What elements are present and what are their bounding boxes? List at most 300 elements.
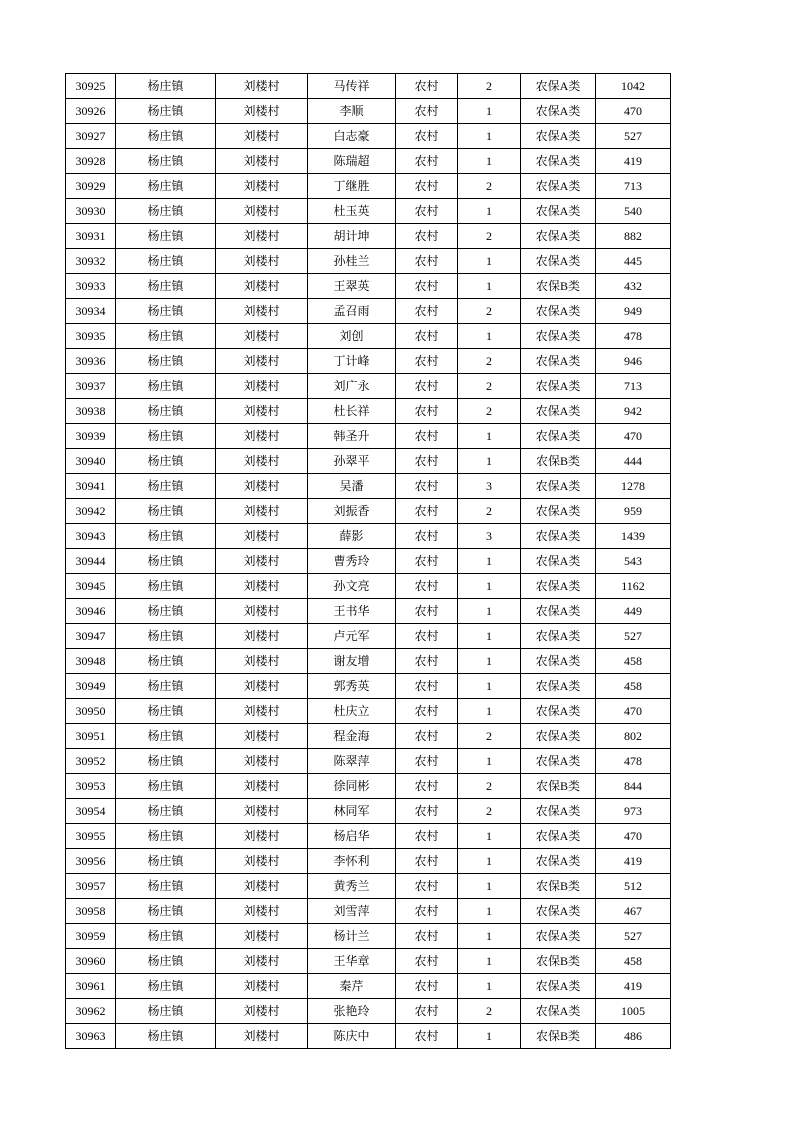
- table-cell-name: 丁计峰: [308, 349, 396, 374]
- table-row: [66, 699, 671, 724]
- table-cell-amount: 1278: [596, 474, 671, 499]
- table-row: [66, 249, 671, 274]
- table-cell-count: 1: [458, 824, 521, 849]
- table-row: [66, 624, 671, 649]
- table-cell-name: 林同军: [308, 799, 396, 824]
- table-cell-category: 农保A类: [521, 399, 596, 424]
- table-cell-count: 1: [458, 874, 521, 899]
- table-cell-count: 3: [458, 524, 521, 549]
- table-cell-village: 刘楼村: [216, 249, 308, 274]
- table-cell-category: 农保A类: [521, 674, 596, 699]
- table-cell-name: 刘广永: [308, 374, 396, 399]
- table-cell-count: 1: [458, 949, 521, 974]
- table-row: [66, 124, 671, 149]
- table-cell-name: 杜长祥: [308, 399, 396, 424]
- table-cell-name: 黄秀兰: [308, 874, 396, 899]
- table-cell-town: 杨庄镇: [116, 549, 216, 574]
- table-cell-id: 30926: [66, 99, 116, 124]
- table-cell-residence: 农村: [396, 674, 458, 699]
- table-cell-village: 刘楼村: [216, 999, 308, 1024]
- table-cell-amount: 713: [596, 174, 671, 199]
- table-row: [66, 149, 671, 174]
- table-row: [66, 374, 671, 399]
- table-cell-town: 杨庄镇: [116, 949, 216, 974]
- table-cell-village: 刘楼村: [216, 724, 308, 749]
- table-cell-town: 杨庄镇: [116, 749, 216, 774]
- table-cell-amount: 432: [596, 274, 671, 299]
- table-cell-name: 刘创: [308, 324, 396, 349]
- table-row: [66, 549, 671, 574]
- table-cell-name: 张艳玲: [308, 999, 396, 1024]
- table-cell-residence: 农村: [396, 99, 458, 124]
- table-cell-village: 刘楼村: [216, 749, 308, 774]
- table-cell-town: 杨庄镇: [116, 774, 216, 799]
- table-cell-id: 30928: [66, 149, 116, 174]
- table-cell-village: 刘楼村: [216, 499, 308, 524]
- table-cell-name: 白志豪: [308, 124, 396, 149]
- table-cell-category: 农保A类: [521, 574, 596, 599]
- table-cell-residence: 农村: [396, 74, 458, 99]
- table-cell-id: 30952: [66, 749, 116, 774]
- table-cell-category: 农保A类: [521, 799, 596, 824]
- table-cell-amount: 458: [596, 649, 671, 674]
- table-cell-residence: 农村: [396, 949, 458, 974]
- table-row: [66, 974, 671, 999]
- table-cell-id: 30946: [66, 599, 116, 624]
- table-cell-village: 刘楼村: [216, 599, 308, 624]
- table-row: [66, 724, 671, 749]
- table-cell-town: 杨庄镇: [116, 324, 216, 349]
- table-row: [66, 474, 671, 499]
- table-cell-id: 30962: [66, 999, 116, 1024]
- table-cell-residence: 农村: [396, 849, 458, 874]
- table-cell-town: 杨庄镇: [116, 724, 216, 749]
- table-cell-category: 农保A类: [521, 599, 596, 624]
- table-cell-amount: 449: [596, 599, 671, 624]
- table-cell-category: 农保A类: [521, 324, 596, 349]
- table-cell-amount: 470: [596, 424, 671, 449]
- table-cell-amount: 478: [596, 749, 671, 774]
- table-row: [66, 649, 671, 674]
- table-cell-amount: 478: [596, 324, 671, 349]
- table-cell-category: 农保A类: [521, 999, 596, 1024]
- table-cell-name: 郭秀英: [308, 674, 396, 699]
- table-cell-count: 2: [458, 74, 521, 99]
- table-cell-residence: 农村: [396, 574, 458, 599]
- table-cell-category: 农保B类: [521, 949, 596, 974]
- table-cell-village: 刘楼村: [216, 174, 308, 199]
- table-cell-village: 刘楼村: [216, 649, 308, 674]
- table-cell-count: 2: [458, 724, 521, 749]
- table-cell-count: 1: [458, 424, 521, 449]
- table-cell-residence: 农村: [396, 599, 458, 624]
- table-cell-town: 杨庄镇: [116, 399, 216, 424]
- table-cell-town: 杨庄镇: [116, 199, 216, 224]
- table-cell-residence: 农村: [396, 449, 458, 474]
- table-cell-id: 30963: [66, 1024, 116, 1049]
- table-cell-village: 刘楼村: [216, 574, 308, 599]
- table-cell-category: 农保A类: [521, 899, 596, 924]
- table-cell-name: 孙文亮: [308, 574, 396, 599]
- table-row: [66, 799, 671, 824]
- table-cell-id: 30932: [66, 249, 116, 274]
- table-row: [66, 349, 671, 374]
- table-row: [66, 924, 671, 949]
- table-cell-residence: 农村: [396, 399, 458, 424]
- table-cell-category: 农保A类: [521, 224, 596, 249]
- table-cell-residence: 农村: [396, 749, 458, 774]
- table-cell-count: 1: [458, 124, 521, 149]
- table-cell-count: 2: [458, 399, 521, 424]
- table-cell-town: 杨庄镇: [116, 899, 216, 924]
- table-cell-name: 王书华: [308, 599, 396, 624]
- table-cell-id: 30954: [66, 799, 116, 824]
- table-cell-residence: 农村: [396, 199, 458, 224]
- table-cell-town: 杨庄镇: [116, 849, 216, 874]
- table-cell-amount: 543: [596, 549, 671, 574]
- table-cell-town: 杨庄镇: [116, 824, 216, 849]
- table-cell-category: 农保A类: [521, 649, 596, 674]
- table-cell-name: 李顺: [308, 99, 396, 124]
- table-cell-category: 农保B类: [521, 1024, 596, 1049]
- table-cell-category: 农保B类: [521, 274, 596, 299]
- table-cell-village: 刘楼村: [216, 549, 308, 574]
- table-cell-town: 杨庄镇: [116, 124, 216, 149]
- table-cell-amount: 444: [596, 449, 671, 474]
- table-cell-amount: 1042: [596, 74, 671, 99]
- table-cell-id: 30953: [66, 774, 116, 799]
- table-cell-amount: 1162: [596, 574, 671, 599]
- table-cell-id: 30938: [66, 399, 116, 424]
- table-cell-amount: 882: [596, 224, 671, 249]
- table-row: [66, 224, 671, 249]
- table-cell-town: 杨庄镇: [116, 449, 216, 474]
- table-cell-name: 陈瑞超: [308, 149, 396, 174]
- table-cell-category: 农保A类: [521, 849, 596, 874]
- table-cell-village: 刘楼村: [216, 974, 308, 999]
- table-cell-id: 30958: [66, 899, 116, 924]
- table-cell-name: 陈翠萍: [308, 749, 396, 774]
- table-cell-amount: 527: [596, 924, 671, 949]
- table-cell-residence: 农村: [396, 524, 458, 549]
- table-cell-town: 杨庄镇: [116, 924, 216, 949]
- table-cell-count: 1: [458, 649, 521, 674]
- table-cell-category: 农保B类: [521, 874, 596, 899]
- table-cell-residence: 农村: [396, 974, 458, 999]
- table-cell-town: 杨庄镇: [116, 524, 216, 549]
- table-cell-count: 2: [458, 999, 521, 1024]
- table-row: [66, 399, 671, 424]
- table-cell-name: 曹秀玲: [308, 549, 396, 574]
- table-cell-name: 韩圣升: [308, 424, 396, 449]
- table-cell-amount: 527: [596, 624, 671, 649]
- table-cell-count: 1: [458, 899, 521, 924]
- table-cell-count: 2: [458, 224, 521, 249]
- table-cell-count: 1: [458, 699, 521, 724]
- table-cell-residence: 农村: [396, 874, 458, 899]
- table-cell-amount: 512: [596, 874, 671, 899]
- table-cell-count: 1: [458, 99, 521, 124]
- table-row: [66, 524, 671, 549]
- table-cell-village: 刘楼村: [216, 774, 308, 799]
- table-row: [66, 499, 671, 524]
- table-cell-id: 30950: [66, 699, 116, 724]
- table-cell-count: 2: [458, 774, 521, 799]
- table-cell-id: 30955: [66, 824, 116, 849]
- table-cell-residence: 农村: [396, 699, 458, 724]
- table-cell-category: 农保A类: [521, 199, 596, 224]
- table-row: [66, 874, 671, 899]
- table-cell-count: 2: [458, 299, 521, 324]
- table-row: [66, 274, 671, 299]
- table-row: [66, 899, 671, 924]
- table-cell-count: 1: [458, 1024, 521, 1049]
- table-cell-town: 杨庄镇: [116, 699, 216, 724]
- table-cell-village: 刘楼村: [216, 349, 308, 374]
- table-cell-town: 杨庄镇: [116, 999, 216, 1024]
- table-cell-name: 刘振香: [308, 499, 396, 524]
- table-cell-category: 农保A类: [521, 424, 596, 449]
- table-cell-id: 30949: [66, 674, 116, 699]
- table-cell-town: 杨庄镇: [116, 149, 216, 174]
- table-cell-id: 30929: [66, 174, 116, 199]
- records-table: [65, 73, 671, 1049]
- table-cell-amount: 713: [596, 374, 671, 399]
- table-row: [66, 299, 671, 324]
- table-cell-residence: 农村: [396, 349, 458, 374]
- table-cell-count: 1: [458, 149, 521, 174]
- table-cell-category: 农保A类: [521, 474, 596, 499]
- table-cell-id: 30956: [66, 849, 116, 874]
- table-cell-amount: 1005: [596, 999, 671, 1024]
- table-cell-village: 刘楼村: [216, 474, 308, 499]
- table-cell-village: 刘楼村: [216, 324, 308, 349]
- table-cell-category: 农保A类: [521, 349, 596, 374]
- table-cell-count: 1: [458, 599, 521, 624]
- table-cell-id: 30927: [66, 124, 116, 149]
- table-cell-village: 刘楼村: [216, 424, 308, 449]
- table-cell-category: 农保A类: [521, 974, 596, 999]
- table-cell-residence: 农村: [396, 724, 458, 749]
- table-cell-name: 马传祥: [308, 74, 396, 99]
- table-cell-amount: 959: [596, 499, 671, 524]
- table-row: [66, 449, 671, 474]
- table-cell-category: 农保A类: [521, 524, 596, 549]
- table-cell-name: 孙翠平: [308, 449, 396, 474]
- table-cell-town: 杨庄镇: [116, 624, 216, 649]
- table-row: [66, 599, 671, 624]
- table-cell-village: 刘楼村: [216, 674, 308, 699]
- table-cell-town: 杨庄镇: [116, 799, 216, 824]
- table-cell-village: 刘楼村: [216, 74, 308, 99]
- table-cell-village: 刘楼村: [216, 949, 308, 974]
- table-row: [66, 949, 671, 974]
- table-cell-amount: 844: [596, 774, 671, 799]
- table-cell-village: 刘楼村: [216, 449, 308, 474]
- table-cell-town: 杨庄镇: [116, 249, 216, 274]
- table-cell-village: 刘楼村: [216, 1024, 308, 1049]
- table-cell-name: 杨计兰: [308, 924, 396, 949]
- table-cell-id: 30931: [66, 224, 116, 249]
- table-cell-residence: 农村: [396, 274, 458, 299]
- table-cell-amount: 1439: [596, 524, 671, 549]
- table-cell-name: 杨启华: [308, 824, 396, 849]
- table-cell-id: 30941: [66, 474, 116, 499]
- table-cell-id: 30944: [66, 549, 116, 574]
- table-cell-residence: 农村: [396, 174, 458, 199]
- table-cell-count: 1: [458, 449, 521, 474]
- table-cell-id: 30933: [66, 274, 116, 299]
- table-cell-village: 刘楼村: [216, 799, 308, 824]
- table-row: [66, 674, 671, 699]
- table-cell-name: 谢友增: [308, 649, 396, 674]
- table-row: [66, 199, 671, 224]
- table-cell-count: 1: [458, 924, 521, 949]
- table-cell-category: 农保A类: [521, 74, 596, 99]
- table-cell-count: 1: [458, 199, 521, 224]
- table-row: [66, 999, 671, 1024]
- table-cell-amount: 470: [596, 824, 671, 849]
- table-cell-category: 农保A类: [521, 724, 596, 749]
- table-cell-category: 农保A类: [521, 824, 596, 849]
- table-cell-category: 农保A类: [521, 924, 596, 949]
- table-cell-residence: 农村: [396, 824, 458, 849]
- table-cell-village: 刘楼村: [216, 624, 308, 649]
- table-cell-count: 3: [458, 474, 521, 499]
- table-cell-residence: 农村: [396, 424, 458, 449]
- table-cell-category: 农保A类: [521, 374, 596, 399]
- table-cell-town: 杨庄镇: [116, 224, 216, 249]
- table-cell-residence: 农村: [396, 774, 458, 799]
- table-cell-id: 30961: [66, 974, 116, 999]
- table-cell-name: 程金海: [308, 724, 396, 749]
- table-cell-residence: 农村: [396, 374, 458, 399]
- table-cell-residence: 农村: [396, 899, 458, 924]
- table-row: [66, 99, 671, 124]
- table-cell-count: 1: [458, 274, 521, 299]
- table-cell-name: 胡计坤: [308, 224, 396, 249]
- table-cell-name: 陈庆中: [308, 1024, 396, 1049]
- table-cell-amount: 419: [596, 849, 671, 874]
- table-cell-village: 刘楼村: [216, 524, 308, 549]
- table-cell-town: 杨庄镇: [116, 674, 216, 699]
- table-cell-category: 农保A类: [521, 149, 596, 174]
- table-cell-id: 30925: [66, 74, 116, 99]
- table-row: [66, 574, 671, 599]
- table-cell-residence: 农村: [396, 924, 458, 949]
- table-cell-town: 杨庄镇: [116, 99, 216, 124]
- table-cell-amount: 946: [596, 349, 671, 374]
- table-cell-village: 刘楼村: [216, 299, 308, 324]
- table-cell-name: 杜庆立: [308, 699, 396, 724]
- table-cell-id: 30951: [66, 724, 116, 749]
- table-cell-village: 刘楼村: [216, 874, 308, 899]
- table-cell-amount: 802: [596, 724, 671, 749]
- table-cell-residence: 农村: [396, 224, 458, 249]
- table-cell-id: 30935: [66, 324, 116, 349]
- table-cell-category: 农保A类: [521, 174, 596, 199]
- table-cell-town: 杨庄镇: [116, 174, 216, 199]
- table-cell-village: 刘楼村: [216, 274, 308, 299]
- table-cell-id: 30940: [66, 449, 116, 474]
- table-cell-village: 刘楼村: [216, 149, 308, 174]
- table-cell-village: 刘楼村: [216, 924, 308, 949]
- table-cell-count: 2: [458, 349, 521, 374]
- table-cell-name: 薛影: [308, 524, 396, 549]
- table-cell-town: 杨庄镇: [116, 499, 216, 524]
- table-cell-name: 丁继胜: [308, 174, 396, 199]
- table-cell-town: 杨庄镇: [116, 574, 216, 599]
- table-cell-name: 秦芹: [308, 974, 396, 999]
- table-cell-village: 刘楼村: [216, 124, 308, 149]
- table-cell-town: 杨庄镇: [116, 649, 216, 674]
- table-cell-id: 30945: [66, 574, 116, 599]
- table-cell-count: 2: [458, 174, 521, 199]
- table-cell-amount: 470: [596, 699, 671, 724]
- table-cell-category: 农保A类: [521, 299, 596, 324]
- table-cell-category: 农保A类: [521, 499, 596, 524]
- table-cell-village: 刘楼村: [216, 899, 308, 924]
- table-cell-residence: 农村: [396, 474, 458, 499]
- table-cell-category: 农保B类: [521, 449, 596, 474]
- table-row: [66, 1024, 671, 1049]
- table-cell-residence: 农村: [396, 124, 458, 149]
- table-cell-id: 30939: [66, 424, 116, 449]
- table-cell-village: 刘楼村: [216, 699, 308, 724]
- table-cell-town: 杨庄镇: [116, 974, 216, 999]
- table-cell-village: 刘楼村: [216, 199, 308, 224]
- table-cell-town: 杨庄镇: [116, 1024, 216, 1049]
- table-cell-count: 1: [458, 549, 521, 574]
- table-cell-id: 30942: [66, 499, 116, 524]
- table-cell-id: 30960: [66, 949, 116, 974]
- table-cell-name: 徐同彬: [308, 774, 396, 799]
- table-cell-name: 刘雪萍: [308, 899, 396, 924]
- table-cell-amount: 527: [596, 124, 671, 149]
- table-cell-count: 1: [458, 849, 521, 874]
- table-cell-residence: 农村: [396, 249, 458, 274]
- table-cell-village: 刘楼村: [216, 824, 308, 849]
- table-cell-category: 农保A类: [521, 99, 596, 124]
- table-cell-village: 刘楼村: [216, 224, 308, 249]
- table-cell-town: 杨庄镇: [116, 474, 216, 499]
- table-cell-residence: 农村: [396, 1024, 458, 1049]
- table-cell-residence: 农村: [396, 999, 458, 1024]
- table-cell-amount: 973: [596, 799, 671, 824]
- table-cell-name: 卢元军: [308, 624, 396, 649]
- table-cell-town: 杨庄镇: [116, 74, 216, 99]
- table-cell-count: 1: [458, 674, 521, 699]
- table-cell-count: 1: [458, 749, 521, 774]
- table-cell-category: 农保A类: [521, 549, 596, 574]
- table-cell-category: 农保A类: [521, 699, 596, 724]
- table-cell-count: 2: [458, 374, 521, 399]
- table-cell-id: 30943: [66, 524, 116, 549]
- table-cell-residence: 农村: [396, 799, 458, 824]
- table-row: [66, 74, 671, 99]
- table-row: [66, 824, 671, 849]
- table-cell-residence: 农村: [396, 624, 458, 649]
- table-row: [66, 849, 671, 874]
- table-cell-town: 杨庄镇: [116, 424, 216, 449]
- table-cell-count: 1: [458, 974, 521, 999]
- table-cell-village: 刘楼村: [216, 374, 308, 399]
- table-row: [66, 749, 671, 774]
- table-cell-town: 杨庄镇: [116, 349, 216, 374]
- table-cell-town: 杨庄镇: [116, 274, 216, 299]
- table-cell-count: 1: [458, 574, 521, 599]
- table-cell-amount: 540: [596, 199, 671, 224]
